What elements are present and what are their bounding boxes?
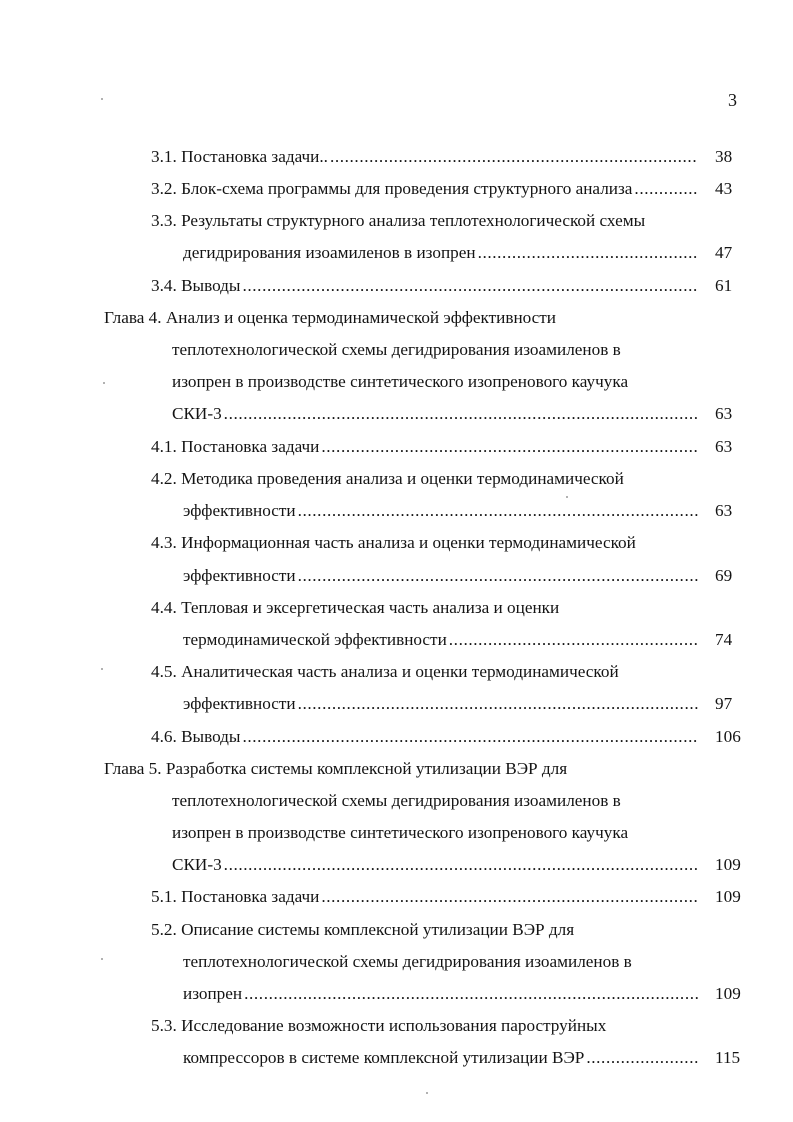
toc-page — [715, 566, 775, 590]
dot-leader — [298, 566, 698, 586]
dot-leader — [298, 501, 698, 521]
toc-entry-title: 5.2. Описание системы комплексной утилизации ВЭР для — [151, 920, 575, 939]
toc-chapter-title-cont: СКИ-3 — [172, 855, 222, 874]
toc-page — [715, 437, 775, 461]
toc-line — [172, 791, 712, 815]
toc-page-number: 38 — [715, 147, 733, 166]
toc-entry-title: 3.1. Постановка задачи.. — [151, 147, 328, 166]
toc-entry-title: 4.4. Тепловая и эксергетическая часть анализа и оценки — [151, 598, 560, 617]
scan-speck — [426, 1092, 428, 1094]
toc-line — [183, 566, 698, 590]
page-number: 3 — [728, 90, 737, 110]
toc-line — [183, 1048, 698, 1072]
toc-page — [715, 243, 775, 267]
dot-leader — [244, 984, 698, 1004]
toc-entry-title: 4.3. Информационная часть анализа и оценки термодинамической — [151, 533, 636, 552]
toc-line — [151, 147, 698, 171]
toc-line — [183, 243, 698, 267]
toc-line — [183, 952, 713, 976]
toc-line — [172, 823, 712, 847]
toc-page-number: 63 — [715, 404, 733, 423]
scan-speck — [101, 98, 103, 100]
toc-page — [715, 276, 775, 300]
toc-page — [715, 404, 775, 428]
toc-page — [715, 1048, 775, 1072]
toc-line — [172, 372, 712, 396]
dot-leader — [242, 727, 698, 747]
toc-line — [151, 887, 698, 911]
toc-entry-title-cont: термодинамической эффективности — [183, 630, 447, 649]
toc-entry-title-cont: дегидрирования изоамиленов в изопрен — [183, 243, 476, 262]
toc-line — [151, 920, 711, 944]
dot-leader — [634, 179, 698, 199]
toc-line — [151, 1016, 711, 1040]
toc-line — [183, 501, 698, 525]
toc-page-number: 43 — [715, 179, 733, 198]
dot-leader — [449, 630, 698, 650]
scan-speck — [101, 958, 103, 960]
dot-leader — [224, 855, 698, 875]
dot-leader — [478, 243, 698, 263]
toc-page-number: 61 — [715, 276, 733, 295]
toc-line — [151, 533, 711, 557]
toc-line — [151, 727, 698, 751]
toc-entry-title: 4.2. Методика проведения анализа и оценки термодинамической — [151, 469, 624, 488]
toc-page — [715, 179, 775, 203]
toc-page-number: 63 — [715, 501, 733, 520]
toc-page — [715, 630, 775, 654]
toc-page — [715, 727, 775, 751]
toc-entry-title-cont: компрессоров в системе комплексной утилизации ВЭР — [183, 1048, 585, 1067]
toc-line — [183, 630, 698, 654]
dot-leader — [321, 437, 698, 457]
dot-leader — [242, 276, 698, 296]
toc-line — [151, 662, 711, 686]
toc-chapter-title-cont: теплотехнологической схемы дегидрирования изоамиленов в — [172, 340, 621, 359]
toc-page-number: 106 — [715, 727, 741, 746]
toc-entry-title: 3.3. Результаты структурного анализа теплотехнологической схемы — [151, 211, 646, 230]
toc-entry-title: 5.3. Исследование возможности использования пароструйных — [151, 1016, 607, 1035]
toc-page — [715, 694, 775, 718]
dot-leader — [321, 887, 698, 907]
toc-page-number: 97 — [715, 694, 733, 713]
toc-entry-title: 4.6. Выводы — [151, 727, 241, 746]
toc-page-number: 47 — [715, 243, 733, 262]
toc-chapter-title-cont: изопрен в производстве синтетического изопренового каучука — [172, 823, 629, 842]
toc-entry-title-cont: теплотехнологической схемы дегидрирования изоамиленов в — [183, 952, 632, 971]
toc-page — [715, 501, 775, 525]
toc-line — [183, 694, 698, 718]
toc-entry-title-cont: изопрен — [183, 984, 243, 1003]
toc-page-number: 109 — [715, 855, 741, 874]
toc-page — [715, 887, 775, 911]
toc-line — [172, 404, 698, 428]
toc-line — [151, 598, 711, 622]
toc-line — [151, 437, 698, 461]
toc-entry-title: 4.5. Аналитическая часть анализа и оценки термодинамической — [151, 662, 619, 681]
toc-line — [172, 340, 712, 364]
toc-entry-title: 3.2. Блок-схема программы для проведения структурного анализа — [151, 179, 633, 198]
toc-line — [151, 179, 698, 203]
toc-line — [151, 211, 711, 235]
dot-leader — [330, 147, 698, 167]
scan-speck — [101, 668, 103, 670]
dot-leader — [586, 1048, 698, 1068]
toc-chapter-title-cont: СКИ-3 — [172, 404, 222, 423]
dot-leader — [298, 694, 698, 714]
toc-entry-title-cont: эффективности — [183, 694, 296, 713]
toc-page — [715, 147, 775, 171]
toc-entry-title-cont: эффективности — [183, 566, 296, 585]
toc-line — [172, 855, 698, 879]
toc-chapter-title: Глава 5. Разработка системы комплексной утилизации ВЭР для — [104, 759, 568, 778]
toc-page — [715, 984, 775, 1008]
scan-speck — [103, 382, 105, 384]
toc-entry-title-cont: эффективности — [183, 501, 296, 520]
toc-chapter-title-cont: изопрен в производстве синтетического изопренового каучука — [172, 372, 629, 391]
toc-chapter-title-cont: теплотехнологической схемы дегидрирования изоамиленов в — [172, 791, 621, 810]
toc-chapter-title: Глава 4. Анализ и оценка термодинамической эффективности — [104, 308, 557, 327]
toc-entry-title: 3.4. Выводы — [151, 276, 241, 295]
toc-line — [104, 759, 704, 783]
toc-page-number: 74 — [715, 630, 733, 649]
toc-line — [104, 308, 704, 332]
toc-line — [151, 276, 698, 300]
toc-entry-title: 5.1. Постановка задачи — [151, 887, 320, 906]
dot-leader — [224, 404, 698, 424]
toc-line — [151, 469, 711, 493]
scan-speck — [566, 496, 568, 498]
toc-page-number: 115 — [715, 1048, 741, 1067]
toc-line — [183, 984, 698, 1008]
toc-page-number: 69 — [715, 566, 733, 585]
toc-entry-title: 4.1. Постановка задачи — [151, 437, 320, 456]
toc-page-number: 109 — [715, 887, 741, 906]
toc-page — [715, 855, 775, 879]
toc-page-number: 109 — [715, 984, 741, 1003]
toc-page-number: 63 — [715, 437, 733, 456]
